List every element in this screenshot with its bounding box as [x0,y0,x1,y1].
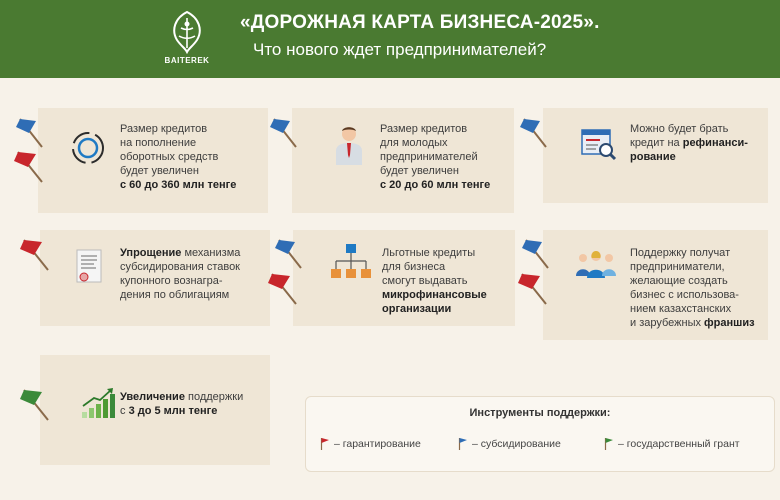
card-text-coupon-subsidy: Упрощение механизма субсидирования ставок купонного вознагра- дения по облигациям [120,247,241,301]
red-flag-icon [20,238,52,272]
legend-title: Инструменты поддержки: [469,407,611,419]
baiterek-tree-icon [167,10,207,54]
people-group-icon [574,250,618,280]
red-flag-icon [320,437,330,451]
legend-item-subsidy: – субсидирование [458,437,561,451]
page-subtitle: Что нового ждет предпринимателей? [253,40,547,59]
card-text-microfinance: Льготные кредиты для бизнеса смогут выдавать микрофинансовые организации [382,247,487,315]
blue-flag-icon [522,238,552,270]
card-text-young-entrepreneurs: Размер кредитов для молодых предпринимателей будет увеличен с 20 до 60 млн тенге [380,123,491,191]
card-text-grant-increase: Увеличение поддержки с 3 до 5 млн тенге [120,391,244,417]
document-search-icon [580,128,618,162]
header-banner [0,0,780,78]
certificate-icon [74,248,106,288]
blue-flag-icon [275,238,305,270]
blue-flag-icon [458,437,468,451]
circular-arrows-icon [70,130,106,166]
blue-flag-icon [520,117,550,149]
green-flag-icon [604,437,614,451]
legend-item-grant: – государственный грант [604,437,740,451]
logo-text: BAITEREK [164,56,210,65]
businessman-icon [334,125,364,167]
legend-item-guarantee: – гарантирование [320,437,421,451]
card-text-franchise: Поддержку получат предприниматели, желающие создать бизнес с использова- нием казахстанских и зарубежных франшиз [630,247,755,329]
red-flag-icon [518,272,550,306]
baiterek-logo [160,10,214,72]
red-flag-icon [14,150,46,184]
card-text-working-capital: Размер кредитов на пополнение оборотных средств будет увеличен с 60 до 360 млн тенге [120,123,237,191]
org-chart-icon [330,242,372,282]
blue-flag-icon [270,117,300,149]
growth-chart-icon [80,386,116,420]
blue-flag-icon [16,117,46,149]
red-flag-icon [268,272,300,306]
green-flag-icon [20,388,52,422]
card-text-refinancing: Можно будет брать кредит на рефинанси- рование [630,123,748,163]
page-title: «ДОРОЖНАЯ КАРТА БИЗНЕСА-2025». [240,12,600,33]
support-tools-legend [305,396,775,472]
